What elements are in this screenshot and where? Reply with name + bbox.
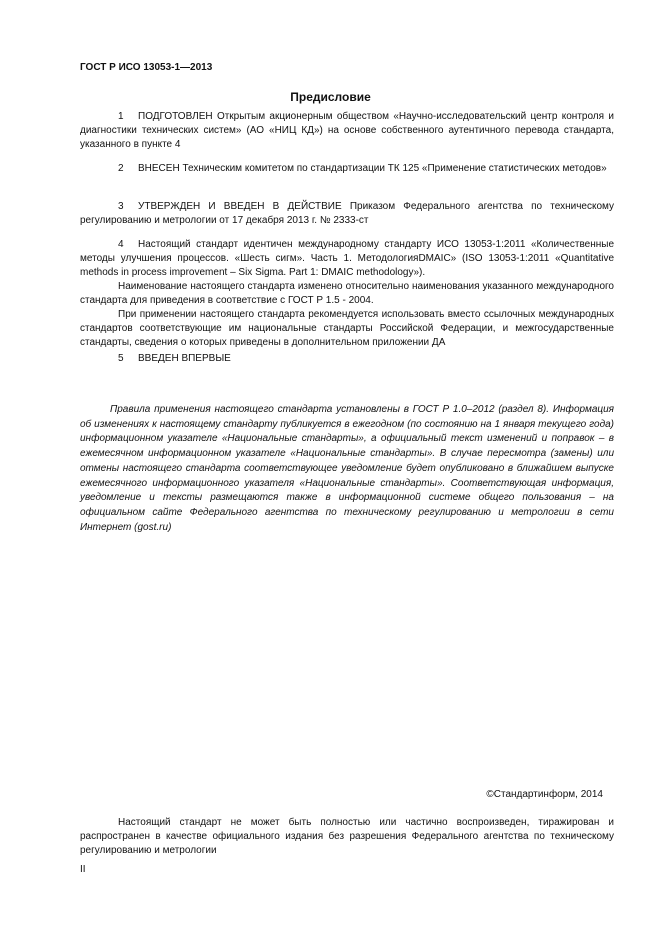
document-code-header: ГОСТ Р ИСО 13053-1—2013 (80, 62, 213, 73)
item-number: 1 (118, 111, 124, 122)
item-number: 3 (118, 201, 124, 212)
foreword-item-2 (80, 162, 614, 176)
item-text: ПОДГОТОВЛЕН Открытым акционерным обществом «Научно-исследовательский центр контроля и диагностики технических систем» (АО «НИЦ КД») на основе собственного аутентичного перевода стандарта, указанного в пункте 4 (80, 111, 614, 150)
application-rules-notice: Правила применения настоящего стандарта установлены в ГОСТ Р 1.0–2012 (раздел 8). Информация об изменениях к настоящему стандарту публикуется в ежегодном (по состоянию на 1 января текущего года) информационном указателе «Национальные стандарты», а официальный текст изменений и поправок – в ежемесячном информационном указателе «Национальные стандарты». В случае пересмотра (замены) или отмены настоящего стандарта соответствующее уведомление будет опубликовано в ближайшем выпуске ежемесячного информационного указателя «Национальные стандарты». Соответствующая информация, уведомление и тексты размещаются также в информационной системе общего пользования – на официальном сайте Федерального агентства по техническому регулированию и метрологии в сети Интернет (gost.ru) (80, 404, 614, 533)
item-number: 5 (118, 353, 124, 364)
item-number: 4 (118, 239, 124, 250)
item-text: ВВЕДЕН ВПЕРВЫЕ (138, 353, 231, 364)
item-4-paragraph-name-change: Наименование настоящего стандарта изменено относительно наименования указанного международного стандарта для приведения в соответствие с ГОСТ Р 1.5 - 2004. (80, 281, 614, 306)
page-number: II (80, 864, 86, 875)
item-number: 2 (118, 163, 124, 174)
foreword-item-4 (80, 238, 614, 350)
copyright-notice: ©Стандартинформ, 2014 (486, 789, 603, 800)
item-text: ВНЕСЕН Техническим комитетом по стандартизации ТК 125 «Применение статистических методов» (138, 163, 607, 174)
foreword-item-1 (80, 110, 614, 152)
foreword-item-5 (80, 352, 614, 366)
item-4-paragraph-references: При применении настоящего стандарта рекомендуется использовать вместо ссылочных международных стандартов соответствующие им национальные стандарты Российской Федерации, и межгосударственные стандарты, сведения о которых приведены в дополнительном приложении ДА (80, 309, 614, 348)
page-title: Предисловие (290, 90, 371, 104)
item-text: УТВЕРЖДЕН И ВВЕДЕН В ДЕЙСТВИЕ Приказом Федерального агентства по техническому регулированию и метрологии от 17 декабря 2013 г. № 2333-ст (80, 201, 614, 226)
item-text: Настоящий стандарт идентичен международному стандарту ИСО 13053-1:2011 «Количественные методы улучшения процессов. «Шесть сигм». Часть 1. МетодологияDMAIC» (ISO 13053-1:2011 «Quantitative methods in process improvement – Six Sigma. Part 1: DMAIC methodology»). (80, 239, 614, 278)
reproduction-notice: Настоящий стандарт не может быть полностью или частично воспроизведен, тиражирован и распространен в качестве официального издания без разрешения Федерального агентства по техническому регулированию и метрологии (80, 817, 614, 856)
foreword-item-3 (80, 200, 614, 228)
